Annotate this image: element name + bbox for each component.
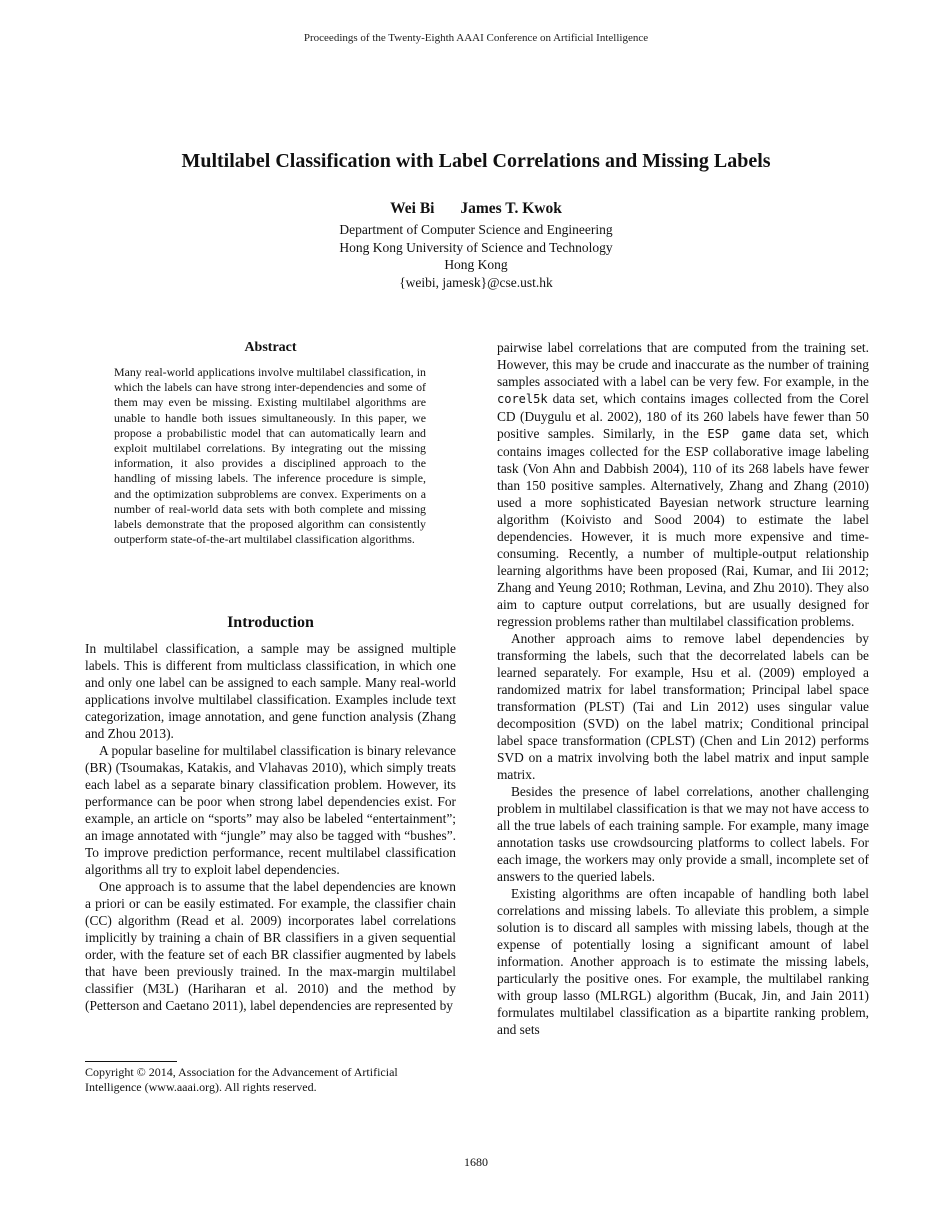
page-number: 1680: [464, 1155, 488, 1169]
authors: [0, 200, 952, 218]
copyright-footnote: Copyright © 2014, Association for the Advancement of Artificial Intelligence (www.aaai.org). All rights reserved.: [85, 1065, 398, 1094]
affiliation-location: Hong Kong: [444, 257, 508, 273]
right-paragraph-4: Existing algorithms are often incapable of handling both label correlations and missing labels. To alleviate this problem, a simple solution is to discard all samples with missing labels, though at the expense of potentially losing a significant amount of label information. Another approach is to estimate the missing labels, particularly the positive ones. For example, the multilabel ranking with group lasso (MLRGL) algorithm (Bucak, Jin, and Jain 2011) formulates multilabel classification as a bipartite ranking problem, and sets: [497, 886, 869, 1037]
left-column-body: [85, 640, 456, 1014]
introduction-heading: Introduction: [227, 614, 314, 631]
footnote-rule: [85, 1061, 177, 1062]
abstract-heading: Abstract: [244, 340, 297, 355]
affiliation-dept: Department of Computer Science and Engineering: [339, 222, 613, 237]
affiliation: [0, 221, 952, 291]
author-2: James T. Kwok: [460, 200, 562, 217]
paper-title: Multilabel Classification with Label Correlations and Missing Labels: [181, 150, 771, 172]
dataset-esp-game: ESP game: [707, 427, 771, 441]
affiliation-univ: Hong Kong University of Science and Technology: [339, 239, 613, 255]
intro-paragraph-3: One approach is to assume that the label dependencies are known a priori or can be easily estimated. For example, the classifier chain (CC) algorithm (Read et al. 2009) incorporates label correlations implicitly by training a chain of BR classifiers in a given sequential order, with the feature set of each BR classifier augmented by labels that have been previously trained. In the max-margin multilabel classifier (M3L) (Hariharan et al. 2010) and the method by (Petterson and Caetano 2011), label dependencies are represented by: [85, 879, 456, 1013]
abstract-text: Many real-world applications involve multilabel classification, in which the labels can have strong inter-dependencies and some of them may even be missing. Existing multilabel algorithms are unable to handle both issues simultaneously. In this paper, we propose a probabilistic model that can automatically learn and exploit multilabel correlations. By integrating out the missing information, it also provides a disciplined approach to the handling of missing labels. The inference procedure is simple, and the optimization subproblems are convex. Experiments on a number of real-world data sets with both complete and missing labels demonstrate that the proposed algorithm can consistently outperform state-of-the-art multilabel classification algorithms.: [114, 365, 426, 547]
affiliation-email: {weibi, jamesk}@cse.ust.hk: [399, 274, 553, 290]
right-column-body: [497, 339, 869, 1038]
right-paragraph-2: Another approach aims to remove label dependencies by transforming the labels, such that the decorrelated labels can be learned separately. For example, Hsu et al. (2009) employed a randomized matrix for label transformation; Principal label space transformation (PLST) (Tai and Lin 2012) uses singular value decomposition (SVD) on the label matrix; Conditional principal label space transformation (CPLST) (Chen and Lin 2012) performs SVD on a matrix involving both the label matrix and input sample matrix.: [497, 631, 869, 782]
right-paragraph-1: [497, 339, 869, 630]
right-p1-part-c: data set, which contains images collected for the ESP collaborative image labeling task (Von Ahn and Dabbish 2004), 110 of its 268 labels have fewer than 150 positive samples. Alternatively, Zhang and Zhang (2010) used a more sophisticated Bayesian network structure learning algorithm (Koivisto and Sood 2004) to estimate the label dependencies. However, it is much more expensive and time-consuming. Recently, a number of multiple-output relationship learning algorithms have been proposed (Rai, Kumar, and Iii 2012; Zhang and Yeung 2010; Rothman, Levina, and Zhu 2010). They also aim to capture output correlations, but are usually designed for regression problems rather than multilabel classification problems.: [497, 426, 869, 629]
right-paragraph-3: Besides the presence of label correlations, another challenging problem in multilabel classification is that we may not have access to all the true labels of each training sample. For example, many image annotation tasks use crowdsourcing platforms to collect labels. For each image, the workers may only provide a small, incomplete set of answers to the queried labels.: [497, 784, 869, 884]
right-p1-part-a: pairwise label correlations that are computed from the training set. However, this may be crude and inaccurate as the number of training samples associated with a label can be very few. For example, in the: [497, 340, 869, 389]
intro-paragraph-1: In multilabel classification, a sample may be assigned multiple labels. This is different from multiclass classification, in which one and only one label can be assigned to each sample. Many real-world applications involve multilabel classification. Examples include text categorization, image annotation, and gene function analysis (Zhang and Zhou 2013).: [85, 641, 456, 741]
author-1: Wei Bi: [390, 200, 435, 217]
right-p1-part-b: data set, which contains images collected from the Corel CD (Duygulu et al. 2002), 180 of its 260 labels have fewer than 50 positive samples. Similarly, in the: [497, 391, 869, 441]
running-head: Proceedings of the Twenty-Eighth AAAI Conference on Artificial Intelligence: [303, 32, 649, 44]
intro-paragraph-2: A popular baseline for multilabel classification is binary relevance (BR) (Tsoumakas, Katakis, and Vlahavas 2010), which simply treats each label as a separate binary classification problem. However, its performance can be poor when strong label dependencies exist. For example, an article on “sports” may also be labeled “entertainment”; an image annotated with “jungle” may also be tagged with “bushes”. To improve prediction performance, recent multilabel classification algorithms all try to exploit label dependencies.: [85, 743, 456, 877]
dataset-corel5k: corel5k: [497, 392, 548, 406]
